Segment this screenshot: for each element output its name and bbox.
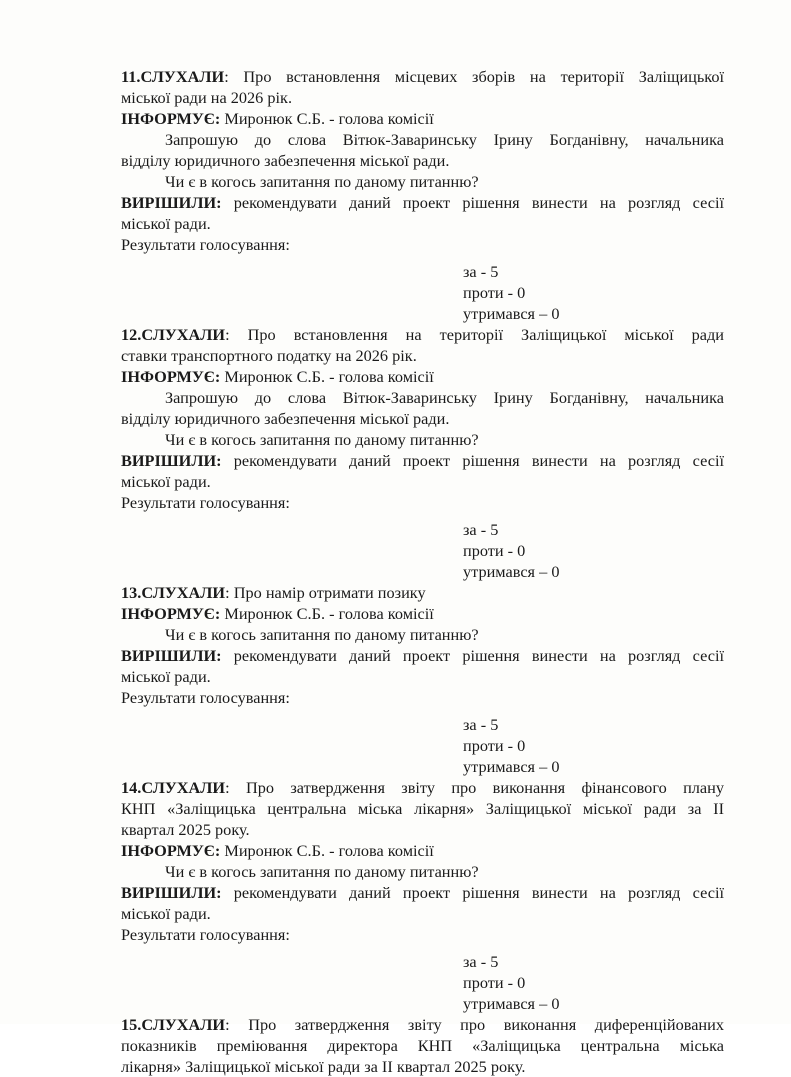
informs-label: ІНФОРМУЄ: (121, 367, 221, 386)
decision-text-continued: міської ради. (121, 667, 211, 686)
item-heading-line (121, 777, 724, 798)
item-topic: : Про намір отримати позику (225, 583, 426, 602)
question-line: Чи є в когось запитання по даному питанню? (165, 172, 479, 191)
decision-text: рекомендувати даний проект рішення винести на розгляд сесії (221, 883, 724, 902)
decided-label: ВИРІШИЛИ: (121, 193, 222, 212)
vote-tally (463, 519, 724, 582)
decided-line (121, 882, 724, 903)
informs-line (121, 108, 724, 129)
decision-text-continued: міської ради. (121, 214, 211, 233)
item-heading-line (121, 582, 724, 603)
agenda-item-12 (121, 324, 724, 582)
heard-label: 12.СЛУХАЛИ (121, 325, 226, 344)
vote-against: проти - 0 (463, 736, 526, 755)
decided-line (121, 450, 724, 471)
vote-abstain: утримався – 0 (463, 562, 560, 581)
agenda-item-14 (121, 777, 724, 1014)
decision-text-continued: міської ради. (121, 472, 211, 491)
informs-speaker: Миронюк С.Б. - голова комісії (220, 109, 434, 128)
agenda-item-13 (121, 582, 724, 777)
agenda-item-15 (121, 1014, 724, 1077)
question-line: Чи є в когось запитання по даному питанню? (165, 862, 479, 881)
invite-line-continued: відділу юридичного забезпечення міської ради. (121, 151, 450, 170)
voting-results-label: Результати голосування: (121, 925, 290, 944)
informs-speaker: Миронюк С.Б. - голова комісії (220, 604, 434, 623)
vote-against: проти - 0 (463, 283, 526, 302)
vote-for: за - 5 (463, 262, 499, 281)
informs-line (121, 603, 724, 624)
item-topic: : Про встановлення місцевих зборів на території Заліщицької (224, 67, 724, 86)
vote-tally (463, 951, 724, 1014)
decision-text: рекомендувати даний проект рішення винести на розгляд сесії (221, 646, 724, 665)
heard-label: 15.СЛУХАЛИ (121, 1015, 226, 1034)
minutes-body (121, 66, 724, 1077)
vote-for: за - 5 (463, 520, 499, 539)
item-heading-line (121, 324, 724, 345)
item-topic-continued: КНП «Заліщицька центральна міська лікарня» Заліщицької міської ради за II (121, 799, 724, 818)
invite-line: Запрошую до слова Вітюк-Заваринську Ірину Богданівну, начальника (165, 388, 724, 407)
item-topic-continued: квартал 2025 року. (121, 820, 250, 839)
vote-abstain: утримався – 0 (463, 994, 560, 1013)
question-line: Чи є в когось запитання по даному питанню? (165, 625, 479, 644)
vote-for: за - 5 (463, 952, 499, 971)
vote-abstain: утримався – 0 (463, 304, 560, 323)
item-topic-continued: ставки транспортного податку на 2026 рік. (121, 346, 417, 365)
decided-line (121, 192, 724, 213)
vote-against: проти - 0 (463, 973, 526, 992)
informs-line (121, 366, 724, 387)
item-heading-line (121, 66, 724, 87)
informs-speaker: Миронюк С.Б. - голова комісії (220, 841, 434, 860)
informs-speaker: Миронюк С.Б. - голова комісії (220, 367, 434, 386)
informs-label: ІНФОРМУЄ: (121, 109, 221, 128)
voting-results-label: Результати голосування: (121, 493, 290, 512)
item-topic: : Про встановлення на території Заліщицької міської ради (225, 325, 724, 344)
heard-label: 14.СЛУХАЛИ (121, 778, 226, 797)
item-topic: : Про затвердження звіту про виконання диференційованих (225, 1015, 724, 1034)
item-heading-line (121, 1014, 724, 1035)
decision-text: рекомендувати даний проект рішення винести на розгляд сесії (221, 451, 724, 470)
decided-line (121, 645, 724, 666)
decided-label: ВИРІШИЛИ: (121, 451, 222, 470)
invite-line: Запрошую до слова Вітюк-Заваринську Ірину Богданівну, начальника (165, 130, 724, 149)
item-topic-continued: лікарня» Заліщицької міської ради за II квартал 2025 року. (121, 1057, 526, 1076)
decision-text-continued: міської ради. (121, 904, 211, 923)
informs-label: ІНФОРМУЄ: (121, 841, 221, 860)
agenda-item-11 (121, 66, 724, 324)
decided-label: ВИРІШИЛИ: (121, 646, 222, 665)
voting-results-label: Результати голосування: (121, 688, 290, 707)
heard-label: 13.СЛУХАЛИ (121, 583, 226, 602)
item-topic-continued: міської ради на 2026 рік. (121, 88, 293, 107)
decision-text: рекомендувати даний проект рішення винести на розгляд сесії (221, 193, 724, 212)
vote-tally (463, 714, 724, 777)
informs-label: ІНФОРМУЄ: (121, 604, 221, 623)
informs-line (121, 840, 724, 861)
item-topic: : Про затвердження звіту про виконання фінансового плану (225, 778, 724, 797)
vote-against: проти - 0 (463, 541, 526, 560)
decided-label: ВИРІШИЛИ: (121, 883, 222, 902)
question-line: Чи є в когось запитання по даному питанню? (165, 430, 479, 449)
vote-for: за - 5 (463, 715, 499, 734)
vote-tally (463, 261, 724, 324)
invite-line-continued: відділу юридичного забезпечення міської ради. (121, 409, 450, 428)
voting-results-label: Результати голосування: (121, 235, 290, 254)
vote-abstain: утримався – 0 (463, 757, 560, 776)
heard-label: 11.СЛУХАЛИ (121, 67, 225, 86)
item-topic-continued: показників преміювання директора КНП «Заліщицька центральна міська (121, 1036, 724, 1055)
